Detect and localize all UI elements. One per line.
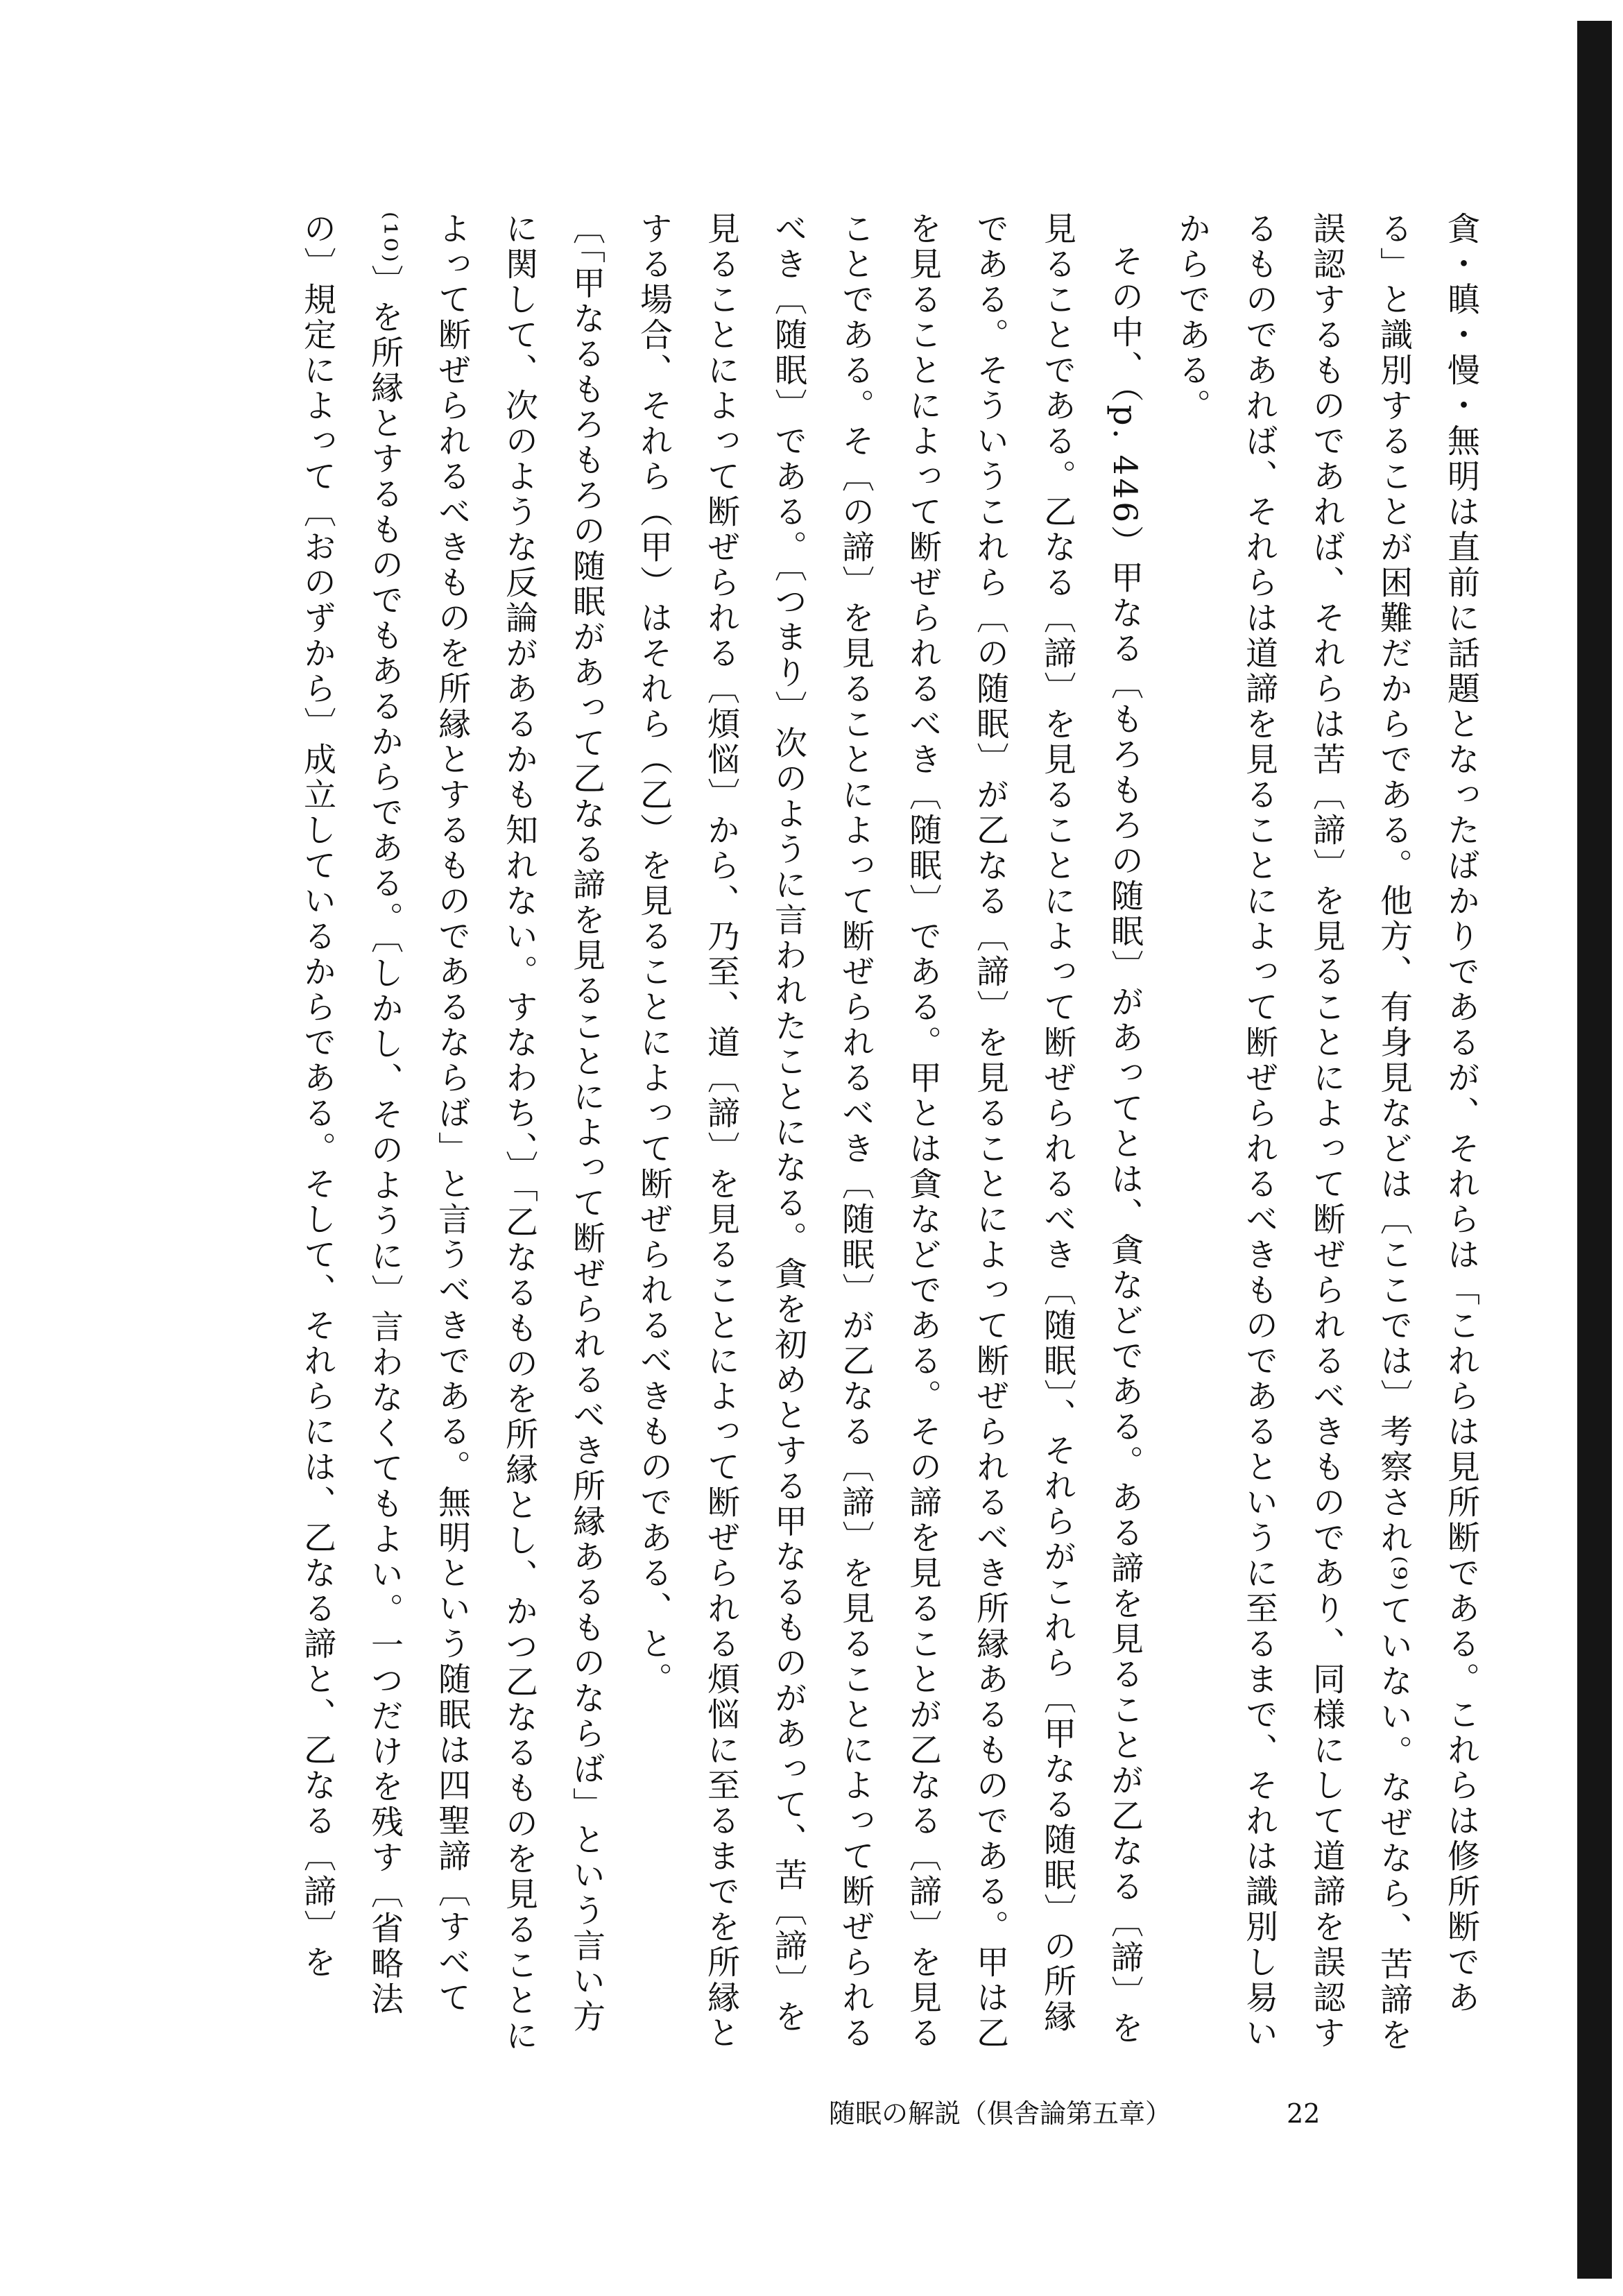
vertical-body-text: [80, 212, 1495, 2064]
paragraph-3: 〔「甲なるもろもろの随眠があって乙なる諦を見ることによって断ぜられるべき所縁あるものならば」という言い方に関して、次のような反論があるかも知れない。すなわち、〕「乙なるものを所縁とし、かつ乙なるものを見ることによって断ぜられるべきものを所縁とするものであるならば」と言うべきである。無明という随眠は四聖諦〔すべて⁽¹⁰⁾〕を所縁とするものでもあるからである。〔しかし、そのように〕言わなくてもよい。一つだけを残す〔省略法の〕規定によって〔おのずから〕成立しているからである。そして、それらには、乙なる諦と、乙なる〔諦〕を: [298, 212, 606, 2054]
paragraph-1: 貪・瞋・慢・無明は直前に話題となったばかりであるが、それらは「これらは見所断である。これらは修所断である」と識別することが困難だからである。他方、有身見などは〔ここでは〕考察され⁽⁹⁾ていない。なぜなら、苦諦を誤認するものであれば、それらは苦〔諦〕を見ることによって断ぜられるべきものであり、同様にして道諦を誤認するものであれば、それらは道諦を見ることによって断ぜられるべきものであるというに至るまで、それは識別し易いからである。: [1173, 212, 1480, 2053]
running-title: 随眠の解説（倶舎論第五章）: [829, 2098, 1172, 2129]
scan-edge-shadow: [1577, 21, 1612, 2279]
paragraph-2: その中、（p. 446）甲なる〔もろもろの随眠〕があってとは、貪などである。ある諦を見ることが乙なる〔諦〕を見ることである。乙なる〔諦〕を見ることによって断ぜられるべき〔随眠〕、それらがこれら〔甲なる随眠〕の所縁である。そういうこれら〔の随眠〕が乙なる〔諦〕を見ることによって断ぜられるべき所縁あるものである。甲は乙を見ることによって断ぜられるべき〔随眠〕である。甲とは貪などである。その諦を見ることが乙なる〔諦〕を見ることである。そ〔の諦〕を見ることによって断ぜられるべき〔随眠〕が乙なる〔諦〕を見ることによって断ぜられるべき〔随眠〕である。〔つまり〕次のように言われたことになる。貪を初めとする甲なるものがあって、苦〔諦〕を見ることによって断ぜられる〔煩悩〕から、乃至、道〔諦〕を見ることによって断ぜられる煩悩に至るまでを所縁とする場合、それら（甲）はそれら（乙）を見ることによって断ぜられるべきものである、と。: [635, 212, 1144, 2051]
page-number: 22: [1287, 2098, 1321, 2129]
